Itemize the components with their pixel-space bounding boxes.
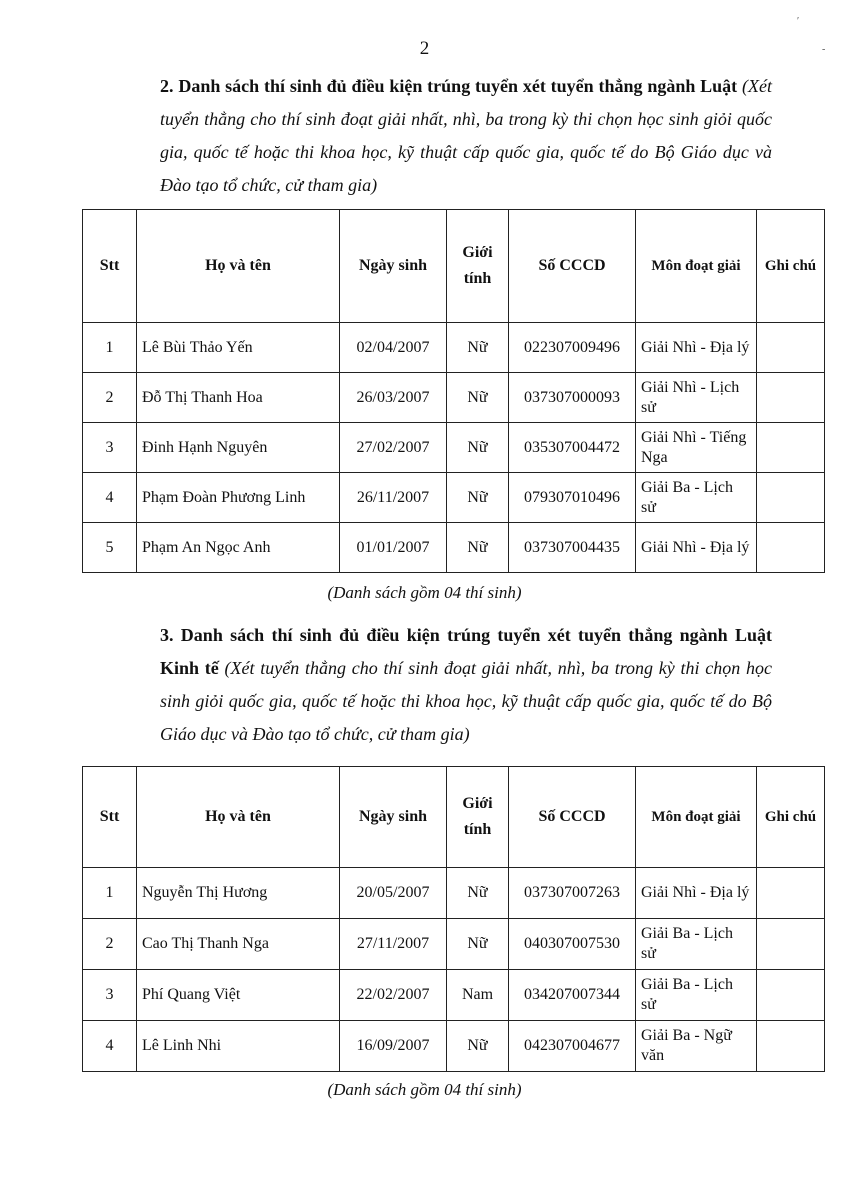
cell-dob: 16/09/2007 — [340, 1021, 447, 1072]
cell-stt: 4 — [83, 1021, 137, 1072]
cell-name: Đỗ Thị Thanh Hoa — [137, 373, 340, 423]
table-header-row — [83, 767, 825, 868]
cell-note — [757, 970, 825, 1021]
cell-note — [757, 919, 825, 970]
header-stt: Stt — [83, 767, 137, 868]
cell-gender: Nữ — [447, 473, 509, 523]
header-id-number: Số CCCD — [509, 210, 636, 323]
header-award: Môn đoạt giải — [636, 210, 757, 323]
section-3-heading — [112, 619, 772, 751]
cell-id-number: 037307000093 — [509, 373, 636, 423]
cell-gender: Nữ — [447, 919, 509, 970]
table-row — [83, 473, 825, 523]
cell-id-number: 037307004435 — [509, 523, 636, 573]
cell-stt: 4 — [83, 473, 137, 523]
cell-stt: 5 — [83, 523, 137, 573]
cell-note — [757, 323, 825, 373]
header-dob: Ngày sinh — [340, 767, 447, 868]
cell-note — [757, 423, 825, 473]
table-row — [83, 323, 825, 373]
cell-award: Giải Ba - Lịch sử — [636, 919, 757, 970]
cell-stt: 2 — [83, 373, 137, 423]
cell-award: Giải Nhì - Địa lý — [636, 323, 757, 373]
page-number: 2 — [419, 38, 430, 59]
cell-award: Giải Ba - Lịch sử — [636, 473, 757, 523]
cell-dob: 02/04/2007 — [340, 323, 447, 373]
cell-stt: 1 — [83, 868, 137, 919]
header-name: Họ và tên — [137, 767, 340, 868]
section-2-table — [82, 209, 825, 573]
header-gender: Giới tính — [447, 767, 509, 868]
cell-dob: 27/11/2007 — [340, 919, 447, 970]
header-note: Ghi chú — [757, 767, 825, 868]
cell-note — [757, 473, 825, 523]
cell-stt: 3 — [83, 970, 137, 1021]
cell-gender: Nam — [447, 970, 509, 1021]
scan-speck: - — [822, 44, 826, 55]
cell-stt: 2 — [83, 919, 137, 970]
cell-id-number: 035307004472 — [509, 423, 636, 473]
cell-gender: Nữ — [447, 373, 509, 423]
cell-name: Phí Quang Việt — [137, 970, 340, 1021]
cell-award: Giải Ba - Ngữ văn — [636, 1021, 757, 1072]
table-header-row — [83, 210, 825, 323]
cell-award: Giải Ba - Lịch sử — [636, 970, 757, 1021]
header-award: Môn đoạt giải — [636, 767, 757, 868]
cell-award: Giải Nhì - Địa lý — [636, 523, 757, 573]
section-3-title: 3. Danh sách thí sinh đủ điều kiện trúng tuyển xét tuyển thẳng ngành Luật Kinh tế — [160, 625, 772, 678]
cell-note — [757, 523, 825, 573]
table-row — [83, 523, 825, 573]
cell-id-number: 040307007530 — [509, 919, 636, 970]
cell-stt: 1 — [83, 323, 137, 373]
header-id-number: Số CCCD — [509, 767, 636, 868]
table-row — [83, 423, 825, 473]
header-gender: Giới tính — [447, 210, 509, 323]
table-row — [83, 970, 825, 1021]
table-row — [83, 373, 825, 423]
cell-stt: 3 — [83, 423, 137, 473]
cell-note — [757, 1021, 825, 1072]
section-3-footnote: (Danh sách gồm 04 thí sinh) — [327, 1080, 522, 1099]
section-3-description: (Xét tuyển thẳng cho thí sinh đoạt giải nhất, nhì, ba trong kỳ thi chọn học sinh giỏi quốc gia, quốc tế hoặc thi khoa học, kỹ thuật cấp quốc gia, quốc tế do Bộ Giáo dục và Đào tạo tổ chức, cử tham gia) — [160, 658, 772, 744]
cell-id-number: 037307007263 — [509, 868, 636, 919]
cell-name: Lê Bùi Thảo Yến — [137, 323, 340, 373]
cell-name: Nguyễn Thị Hương — [137, 868, 340, 919]
table-row — [83, 919, 825, 970]
cell-id-number: 022307009496 — [509, 323, 636, 373]
cell-gender: Nữ — [447, 423, 509, 473]
cell-dob: 26/03/2007 — [340, 373, 447, 423]
header-note: Ghi chú — [757, 210, 825, 323]
cell-id-number: 034207007344 — [509, 970, 636, 1021]
table-row — [83, 1021, 825, 1072]
cell-award: Giải Nhì - Địa lý — [636, 868, 757, 919]
header-dob: Ngày sinh — [340, 210, 447, 323]
cell-id-number: 079307010496 — [509, 473, 636, 523]
cell-gender: Nữ — [447, 323, 509, 373]
header-name: Họ và tên — [137, 210, 340, 323]
cell-award: Giải Nhì - Tiếng Nga — [636, 423, 757, 473]
cell-dob: 20/05/2007 — [340, 868, 447, 919]
cell-gender: Nữ — [447, 1021, 509, 1072]
cell-dob: 26/11/2007 — [340, 473, 447, 523]
header-stt: Stt — [83, 210, 137, 323]
section-2-title: 2. Danh sách thí sinh đủ điều kiện trúng tuyển xét tuyển thẳng ngành Luật — [160, 76, 738, 96]
section-2-description: (Xét tuyển thẳng cho thí sinh đoạt giải nhất, nhì, ba trong kỳ thi chọn học sinh giỏi quốc gia, quốc tế hoặc thi khoa học, kỹ thuật cấp quốc gia, quốc tế do Bộ Giáo dục và Đào tạo tổ chức, cử tham gia) — [160, 76, 772, 195]
section-2-heading — [112, 70, 772, 202]
cell-dob: 22/02/2007 — [340, 970, 447, 1021]
cell-id-number: 042307004677 — [509, 1021, 636, 1072]
section-3-table — [82, 766, 825, 1072]
cell-name: Lê Linh Nhi — [137, 1021, 340, 1072]
cell-dob: 01/01/2007 — [340, 523, 447, 573]
cell-name: Đinh Hạnh Nguyên — [137, 423, 340, 473]
cell-gender: Nữ — [447, 868, 509, 919]
cell-name: Phạm Đoàn Phương Linh — [137, 473, 340, 523]
cell-name: Cao Thị Thanh Nga — [137, 919, 340, 970]
cell-dob: 27/02/2007 — [340, 423, 447, 473]
cell-award: Giải Nhì - Lịch sử — [636, 373, 757, 423]
section-2-footnote: (Danh sách gồm 04 thí sinh) — [327, 583, 522, 602]
scan-speck: ′ — [797, 16, 800, 27]
cell-note — [757, 868, 825, 919]
cell-name: Phạm An Ngọc Anh — [137, 523, 340, 573]
cell-gender: Nữ — [447, 523, 509, 573]
cell-note — [757, 373, 825, 423]
table-row — [83, 868, 825, 919]
